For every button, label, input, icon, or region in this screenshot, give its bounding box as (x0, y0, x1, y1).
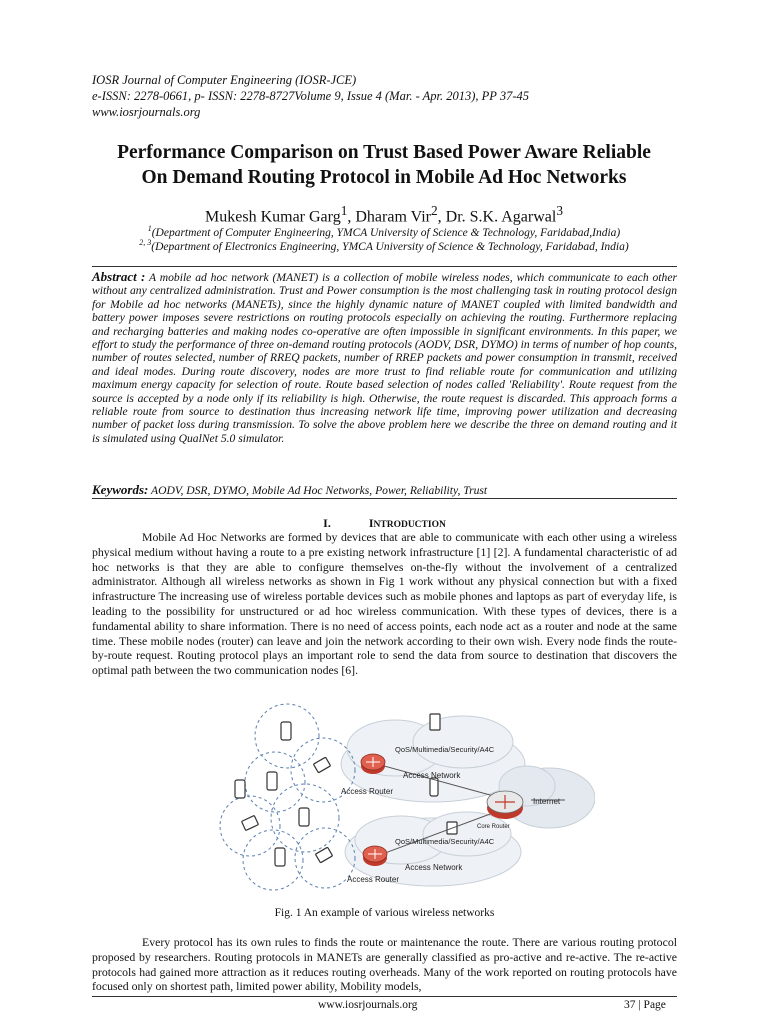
author-name: Dharam Vir (355, 208, 431, 226)
affiliation-text: (Department of Electronics Engineering, YMCA University of Science & Technology, Faridabad, India) (151, 240, 629, 253)
access-router-bottom (363, 846, 387, 866)
qos-label-bottom: QoS/Multimedia/Security/A4C (395, 837, 495, 846)
keywords (92, 483, 677, 498)
footer-rule (92, 996, 677, 997)
phone-icon (299, 808, 309, 826)
affiliation-superscript: 1 (147, 224, 152, 233)
paper-title (78, 140, 690, 190)
internet-label: Internet (533, 797, 561, 806)
second-paragraph: Every protocol has its own rules to finds the route or maintenance the route. There are various routing protocol proposed by researchers. Routing protocols in MANETs are generally classified as pro-active and re-active. The re-active protocols had gained more attraction as it reduces routing overheads. Many of the work reported on routing protocols have focused only on shortest path, limited power ability, Mobility models, (92, 935, 677, 994)
author-superscript: 2 (430, 203, 438, 218)
intro-paragraph: Mobile Ad Hoc Networks are formed by devices that are able to communicate with each other using a wireless physical medium without having a route to a pre existing network infrastructure [1] [2]. A fundamental characteristic of ad hoc networks is that they are able to configure themselves on-the-fly without the involvement of a centralized administrator. Although all wireless networks as shown in Fig 1 work without any physical connection but with a fixed infrastructure The increasing use of wireless portable devices such as mobile phones and laptops as part of everyday life, is leading to the possibility for unstructured or ad hoc wireless communication. With these types of devices, there is a fundamental ability to share information. There is no need of access points, each node act as a router and node at the same time. These mobile nodes (router) can leave and join the network according to their own wish. Every node finds the route-by-route request. Routing protocol plays an important role to send the data from source to destination that discovers the optimal path between the two communication nodes [6]. (92, 530, 677, 678)
qos-label-top: QoS/Multimedia/Security/A4C (395, 745, 495, 754)
access-router-label-bottom: Access Router (347, 875, 400, 884)
phone-icon (235, 780, 245, 798)
abstract (92, 270, 677, 445)
keywords-text: AODV, DSR, DYMO, Mobile Ad Hoc Networks, Power, Reliability, Trust (151, 484, 488, 497)
phone-icon (275, 848, 285, 866)
footer-website: www.iosrjournals.org (318, 999, 418, 1011)
laptop-icon (313, 757, 330, 773)
core-router-label: Core Router (477, 824, 510, 830)
section-title-rest: NTRODUCTION (373, 520, 446, 530)
title-line-2: On Demand Routing Protocol in Mobile Ad Hoc Networks (141, 167, 627, 188)
author-separator: , (437, 208, 446, 226)
author-name: Dr. S.K. Agarwal (445, 208, 557, 226)
section-number: I. (323, 516, 331, 530)
author-separator: , (347, 208, 356, 226)
issn-line: e-ISSN: 2278-0661, p- ISSN: 2278-8727Volume 9, Issue 4 (Mar. - Apr. 2013), PP 37-45 (92, 89, 529, 103)
section-title-initial: I (368, 516, 374, 530)
device-icon (430, 714, 440, 730)
author-superscript: 1 (340, 203, 348, 218)
author-superscript: 3 (556, 203, 563, 218)
abstract-text: A mobile ad hoc network (MANET) is a collection of mobile wireless nodes, which communicate to each other without any centralized administration. Trust and Power consumption is the most challenging task in routing protocol design for Mobile ad hoc networks (MANETs), since the highly dynamic nature of MANET coupled with limited bandwidth and battery power imposes severe restrictions on routing protocols especially on achieving the routing. Furthermore replacing and recharging batteries and making nodes co-operative are often impossible in significant environments. In this paper, we effort to study the performance of three on-demand routing protocols (AODV, DSR, DYMO) in terms of number of hop counts, number of routes selected, number of RREQ packets, number of RREP packets and power consumption in transmit, received and ideal modes. During route discovery, nodes are more trust to find reliable route for communication and utilizing maximum energy capacity for selection of route. Route based selection of nodes called 'Reliability'. Route request from the source is accepted by a node only if its reliability is high. Otherwise, the route request is discarded. This approach forms a reliable route from source to destination thus increasing network life time, improving power utilization and decreasing number of packet loss during transmission. To solve the above problem here we describe the three on demand routing and it is simulated using QualNet 5.0 simulator. (92, 271, 677, 445)
abstract-bottom-rule (92, 498, 677, 499)
affiliation-superscript: 2, 3 (139, 238, 152, 247)
affiliation-text: (Department of Computer Engineering, YMCA University of Science & Technology, Faridabad,India) (151, 226, 621, 239)
phone-icon (267, 772, 277, 790)
journal-header (92, 72, 682, 120)
introduction-body (92, 530, 677, 678)
phone-icon (281, 722, 291, 740)
author-name: Mukesh Kumar Garg (205, 208, 341, 226)
journal-name: IOSR Journal of Computer Engineering (IOSR-JCE) (92, 73, 357, 87)
access-router-label-top: Access Router (341, 787, 394, 796)
journal-website: www.iosrjournals.org (92, 105, 201, 119)
core-router (487, 791, 523, 819)
laptop-icon (315, 847, 332, 863)
figure-caption: Fig. 1 An example of various wireless networks (274, 907, 495, 919)
laptop-icon (242, 816, 259, 831)
abstract-top-rule (92, 266, 677, 267)
access-network-label-top: Access Network (403, 771, 461, 780)
second-paragraph-body (92, 935, 677, 994)
abstract-label: Abstract : (92, 269, 146, 284)
wireless-networks-figure (205, 700, 595, 896)
footer-page-number: 37 | Page (624, 999, 666, 1011)
keywords-label: Keywords: (92, 482, 149, 497)
affiliation-2 (60, 236, 708, 254)
access-network-label-bottom: Access Network (405, 863, 463, 872)
access-router-top (361, 754, 385, 774)
title-line-1: Performance Comparison on Trust Based Power Aware Reliable (117, 142, 651, 163)
